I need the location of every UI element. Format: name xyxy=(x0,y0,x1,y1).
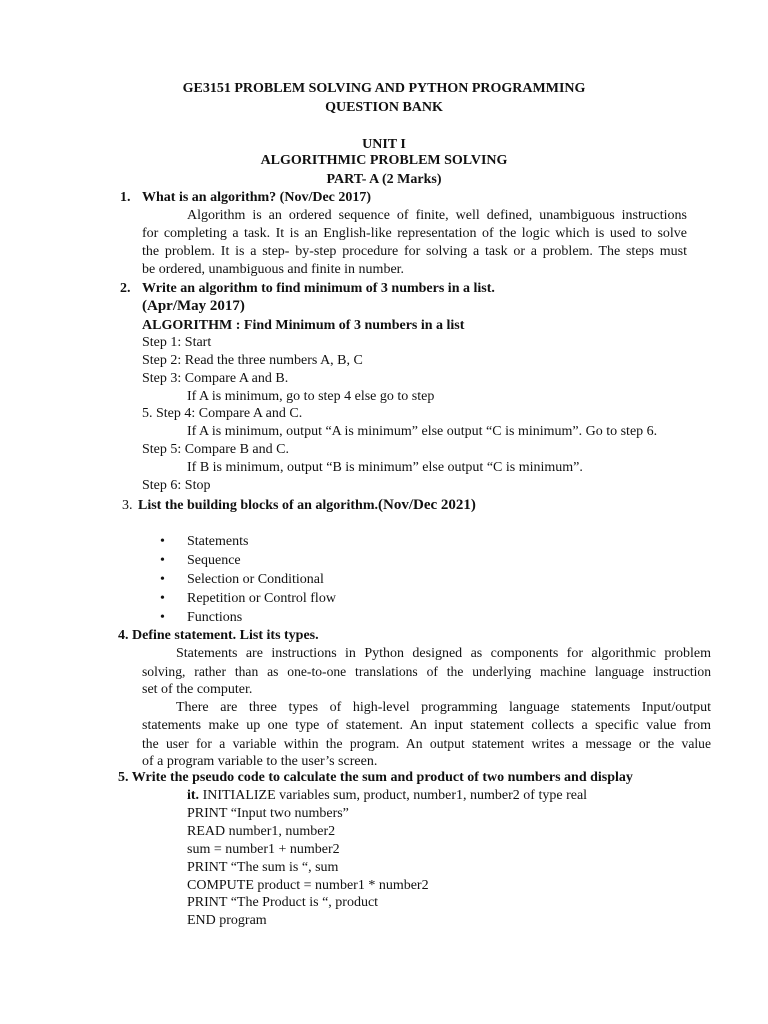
q5-question: 5. Write the pseudo code to calculate the sum and product of two numbers and display xyxy=(118,770,633,785)
q2-number: 2. xyxy=(120,281,131,296)
q5-code-line-2: READ number1, number2 xyxy=(187,824,336,839)
bullet-icon: • xyxy=(160,591,165,606)
q1-question: What is an algorithm? (Nov/Dec 2017) xyxy=(142,190,372,205)
q3-bullet-2: Sequence xyxy=(187,553,241,568)
q3-bullet-3: Selection or Conditional xyxy=(187,572,324,587)
q3-date: (Nov/Dec 2021) xyxy=(378,497,476,513)
q2-step-line-2: Step 2: Read the three numbers A, B, C xyxy=(142,353,363,368)
q5-code-line-3: sum = number1 + number2 xyxy=(187,842,340,857)
q2-step-line-3: Step 3: Compare A and B. xyxy=(142,371,289,386)
q4-para2-line-2: statements make up one type of statement. An input statement collects a specific value from xyxy=(142,718,711,733)
q3-question xyxy=(138,497,476,514)
q2-step-line-6: If A is minimum, output “A is minimum” else output “C is minimum”. Go to step 6. xyxy=(187,424,658,439)
q3-number: 3. xyxy=(122,498,133,513)
q4-para1-line-1: Statements are instructions in Python designed as components for algorithmic problem xyxy=(176,646,711,661)
q3-bullet-4: Repetition or Control flow xyxy=(187,591,336,606)
part-label: PART- A (2 Marks) xyxy=(326,172,442,187)
q1-number: 1. xyxy=(120,190,131,205)
bullet-icon: • xyxy=(160,610,165,625)
q2-step-line-7: Step 5: Compare B and C. xyxy=(142,442,289,457)
bullet-icon: • xyxy=(160,553,165,568)
bullet-icon: • xyxy=(160,572,165,587)
q3-question-text: List the building blocks of an algorithm. xyxy=(138,498,378,513)
q4-para2-line-3: the user for a variable within the program. An output statement writes a message or the value xyxy=(142,736,711,751)
q5-initialize: INITIALIZE variables sum, product, number1, number2 of type real xyxy=(199,788,588,803)
q2-step-line-5: 5. Step 4: Compare A and C. xyxy=(142,406,303,421)
q4-para1-line-2: solving, rather than as one-to-one translations of the underlying machine language instruction xyxy=(142,664,711,679)
q4-para1-line-3: set of the computer. xyxy=(142,682,253,697)
q3-bullet-5: Functions xyxy=(187,610,243,625)
unit-label: UNIT I xyxy=(362,137,406,152)
q4-para2-line-4: of a program variable to the user’s screen. xyxy=(142,754,378,769)
q4-question: 4. Define statement. List its types. xyxy=(118,628,319,643)
q2-step-line-1: Step 1: Start xyxy=(142,335,212,350)
q4-para2-line-1: There are three types of high-level programming language statements Input/output xyxy=(176,700,711,715)
q2-date: (Apr/May 2017) xyxy=(142,298,245,314)
q5-code-line-5: COMPUTE product = number1 * number2 xyxy=(187,878,429,893)
q5-line-1 xyxy=(187,787,587,804)
q2-question: Write an algorithm to find minimum of 3 numbers in a list. xyxy=(142,281,495,296)
q5-code-line-6: PRINT “The Product is “, product xyxy=(187,895,379,910)
q1-answer-line-4: be ordered, unambiguous and finite in number. xyxy=(142,262,405,277)
q1-answer-line-3: the problem. It is a step- by-step procedure for solving a task or a problem. The steps must xyxy=(142,244,687,259)
q2-algorithm-title: ALGORITHM : Find Minimum of 3 numbers in a list xyxy=(142,318,465,333)
q1-answer-line-1: Algorithm is an ordered sequence of finite, well defined, unambiguous instructions xyxy=(187,208,687,223)
q1-answer-line-2: for completing a task. It is an English-like representation of the logic which is used to solve xyxy=(142,226,687,241)
q5-question-cont: it. xyxy=(187,788,200,803)
doc-title: GE3151 PROBLEM SOLVING AND PYTHON PROGRAMMING xyxy=(182,81,586,96)
q2-step-line-4: If A is minimum, go to step 4 else go to step xyxy=(187,389,435,404)
q5-code-line-1: PRINT “Input two numbers” xyxy=(187,806,349,821)
unit-title: ALGORITHMIC PROBLEM SOLVING xyxy=(260,153,508,168)
q2-step-line-8: If B is minimum, output “B is minimum” else output “C is minimum”. xyxy=(187,460,583,475)
bullet-icon: • xyxy=(160,534,165,549)
q2-step-line-9: Step 6: Stop xyxy=(142,478,211,493)
q3-bullet-1: Statements xyxy=(187,534,249,549)
q5-code-line-4: PRINT “The sum is “, sum xyxy=(187,860,339,875)
q5-code-line-7: END program xyxy=(187,913,267,928)
doc-subtitle: QUESTION BANK xyxy=(325,100,443,115)
